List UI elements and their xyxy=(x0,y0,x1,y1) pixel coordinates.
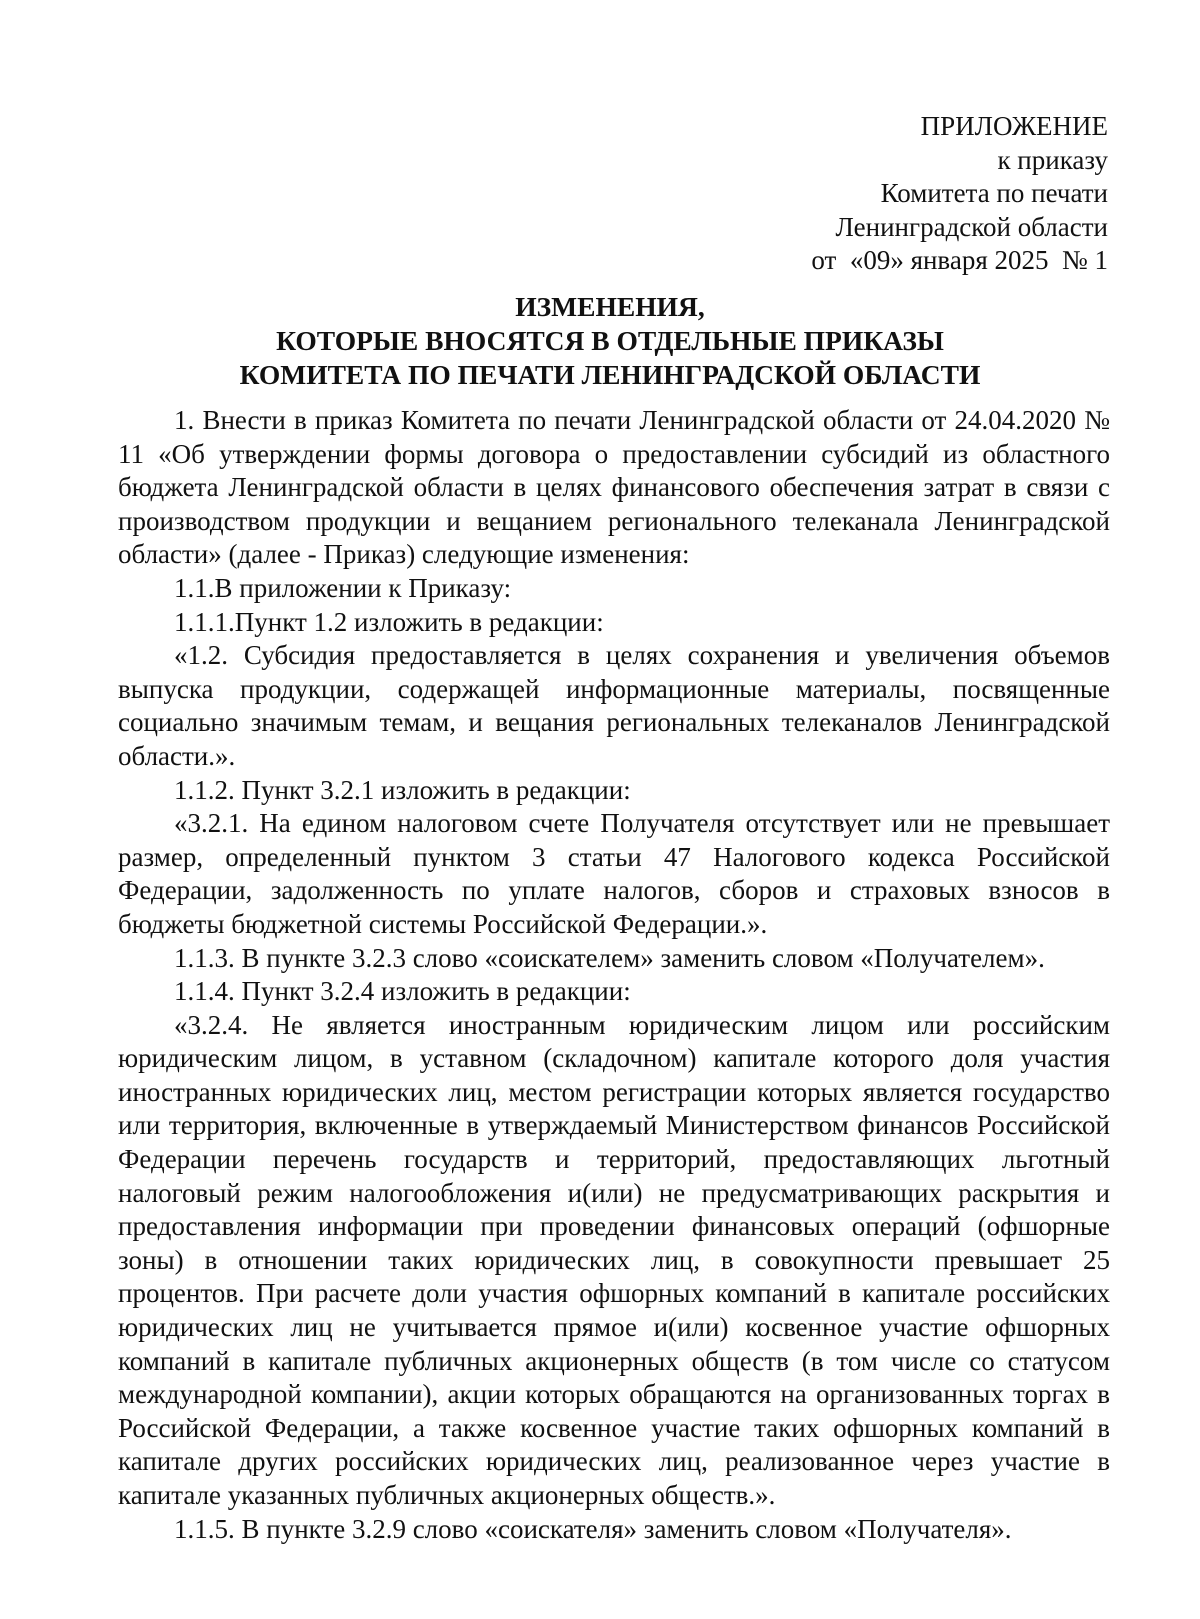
paragraph-1-1-4: 1.1.4. Пункт 3.2.4 изложить в редакции: xyxy=(174,976,631,1007)
document-body xyxy=(118,404,1110,1546)
title-line-2: КОТОРЫЕ ВНОСЯТСЯ В ОТДЕЛЬНЫЕ ПРИКАЗЫ xyxy=(276,325,944,356)
paragraph-1-1: 1.1.В приложении к Приказу: xyxy=(174,572,512,603)
paragraph-1: 1. Внести в приказ Комитета по печати Ленинградской области от 24.04.2020 № 11 «Об утверждении формы договора о предоставлении субсидий из областного бюджета Ленинградской области в целях финансового обеспечения затрат в связи с производством продукции и вещанием регионального телеканала Ленинградской области» (далее - Приказ) следующие изменения: xyxy=(118,405,1110,570)
appendix-region: Ленинградской области xyxy=(835,211,1108,242)
paragraph-1-1-1: 1.1.1.Пункт 1.2 изложить в редакции: xyxy=(174,606,604,637)
appendix-header xyxy=(811,110,1108,278)
paragraph-1-1-2: 1.1.2. Пункт 3.2.1 изложить в редакции: xyxy=(174,774,631,805)
paragraph-1-1-3: 1.1.3. В пункте 3.2.3 слово «соискателем» заменить словом «Получателем». xyxy=(174,942,1045,973)
document-title xyxy=(110,290,1110,392)
title-line-3: КОМИТЕТА ПО ПЕЧАТИ ЛЕНИНГРАДСКОЙ ОБЛАСТИ xyxy=(239,359,981,390)
appendix-date-number: от «09» января 2025 № 1 xyxy=(811,245,1108,275)
appendix-label: ПРИЛОЖЕНИЕ xyxy=(920,111,1108,141)
appendix-committee: Комитета по печати xyxy=(880,178,1108,208)
appendix-order-ref: к приказу xyxy=(997,144,1108,175)
quote-1-2: «1.2. Субсидия предоставляется в целях сохранения и увеличения объемов выпуска продукции, содержащей информационные материалы, посвященные социально значимым темам, и вещания региональных телеканалов Ленинградской области.». xyxy=(118,640,1110,771)
title-line-1: ИЗМЕНЕНИЯ, xyxy=(515,291,705,322)
quote-3-2-4: «3.2.4. Не является иностранным юридическим лицом или российским юридическим лицом, в уставном (складочном) капитале которого доля участия иностранных юридических лиц, местом регистрации которых является государство или территория, включенные в утверждаемый Министерством финансов Российской Федерации перечень государств и территорий, предоставляющих льготный налоговый режим налогообложения и(или) не предусматривающих раскрытия и предоставления информации при проведении финансовых операций (офшорные зоны) в отношении таких юридических лиц, в совокупности превышает 25 процентов. При расчете доли участия офшорных компаний в капитале российских юридических лиц не учитывается прямое и(или) косвенное участие офшорных компаний в капитале публичных акционерных обществ (в том числе со статусом международной компании), акции которых обращаются на организованных торгах в Российской Федерации, а также косвенное участие таких офшорных компаний в капитале других российских юридических лиц, реализованное через участие в капитале указанных публичных акционерных обществ.». xyxy=(118,1009,1110,1510)
paragraph-1-1-5: 1.1.5. В пункте 3.2.9 слово «соискателя» заменить словом «Получателя». xyxy=(174,1513,1012,1544)
quote-3-2-1: «3.2.1. На едином налоговом счете Получателя отсутствует или не превышает размер, определенный пунктом 3 статьи 47 Налогового кодекса Российской Федерации, задолженность по уплате налогов, сборов и страховых взносов в бюджеты бюджетной системы Российской Федерации.». xyxy=(118,808,1110,939)
